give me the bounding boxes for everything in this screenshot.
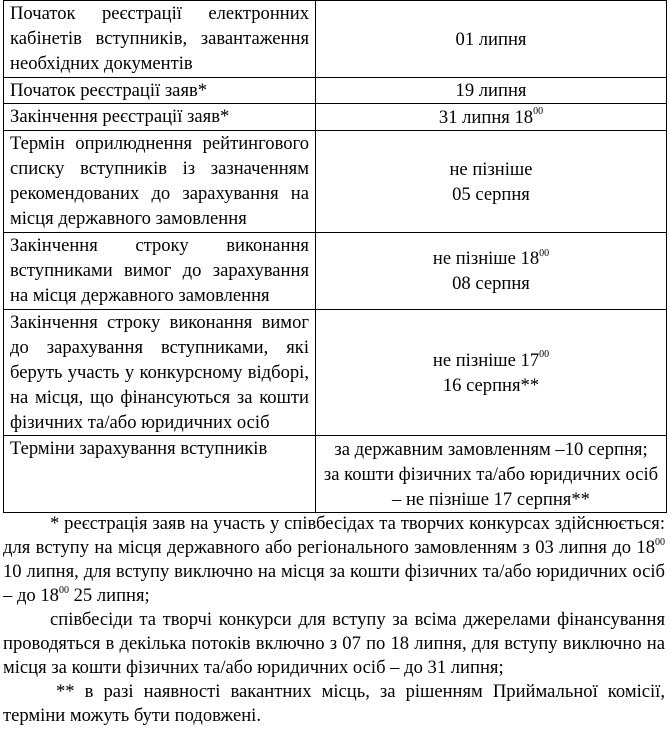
admission-schedule-table <box>3 0 667 513</box>
footnotes <box>3 512 665 728</box>
value-line: 16 серпня** <box>442 374 540 396</box>
table-row <box>4 310 667 436</box>
row-value <box>316 233 667 310</box>
row-value <box>316 104 667 131</box>
row-value <box>316 436 667 513</box>
row-value: 01 липня <box>316 1 667 78</box>
table-row <box>4 436 667 513</box>
value-text: 31 липня 18 <box>438 106 534 128</box>
table-row <box>4 131 667 233</box>
row-label: Терміни зарахування вступників <box>4 436 316 513</box>
row-value <box>316 310 667 436</box>
value-line: за кошти фізичних та/або юридичних осіб <box>323 463 659 485</box>
value-line <box>322 246 660 271</box>
value-superscript: 00 <box>539 247 550 259</box>
value-line: 05 серпня <box>452 183 530 205</box>
value-line: 08 серпня <box>452 273 530 294</box>
value-superscript: 00 <box>533 106 544 118</box>
table-row <box>4 1 667 78</box>
row-label: Закінчення реєстрації заяв* <box>4 104 316 131</box>
row-label: Закінчення строку виконання вступниками вимог до зарахування на місця державного замовлення <box>4 233 316 310</box>
value-line <box>322 348 660 373</box>
row-label: Початок реєстрації заяв* <box>4 78 316 104</box>
value-text: не пізніше 17 <box>432 349 540 371</box>
row-label: Термін оприлюднення рейтингового списку вступників із зазначенням рекомендованих до зарахування на місця державного замовлення <box>4 131 316 233</box>
note-text: 25 липня; <box>68 585 150 606</box>
footnote-registration <box>3 512 665 608</box>
note-text: * реєстрація заяв на участь у співбесідах та творчих конкурсах здійснюється: для вступу на місця державного або регіонального замовленням з 03 липня до 18 <box>3 513 665 558</box>
row-label: Закінчення строку виконання вимог до зарахування вступниками, які беруть участь у конкурсному відборі, на місця, що фінансуються за кошти фізичних та/або юридичних осіб <box>4 310 316 436</box>
row-value: 19 липня <box>316 78 667 104</box>
note-superscript: 00 <box>655 536 665 548</box>
value-text: не пізніше 18 <box>432 248 540 269</box>
note-text: 10 липня, для вступу виключно на місця за кошти фізичних та/або юридичних осіб – до 18 <box>3 561 665 606</box>
footnote-extension: ** в разі наявності вакантних місць, за рішенням Приймальної комісії, терміни можуть бути подовжені. <box>3 681 665 726</box>
table-row <box>4 233 667 310</box>
value-superscript: 00 <box>539 349 550 361</box>
row-label: Початок реєстрації електронних кабінетів вступників, завантаження необхідних документів <box>4 1 316 78</box>
table-row <box>4 78 667 104</box>
value-line: – не пізніше 17 серпня** <box>392 488 590 510</box>
note-superscript: 00 <box>58 584 69 596</box>
table-row <box>4 104 667 131</box>
row-value <box>316 131 667 233</box>
value-line: не пізніше <box>449 158 533 180</box>
footnote-interviews: співбесіди та творчі конкурси для вступу за всіма джерелами фінансування проводяться в декілька потоків включно з 07 по 18 липня, для вступу виключно на місця за кошти фізичних та/або юридичних осіб – до 31 липня; <box>3 609 665 678</box>
value-line: за державним замовленням –10 серпня; <box>334 438 648 460</box>
